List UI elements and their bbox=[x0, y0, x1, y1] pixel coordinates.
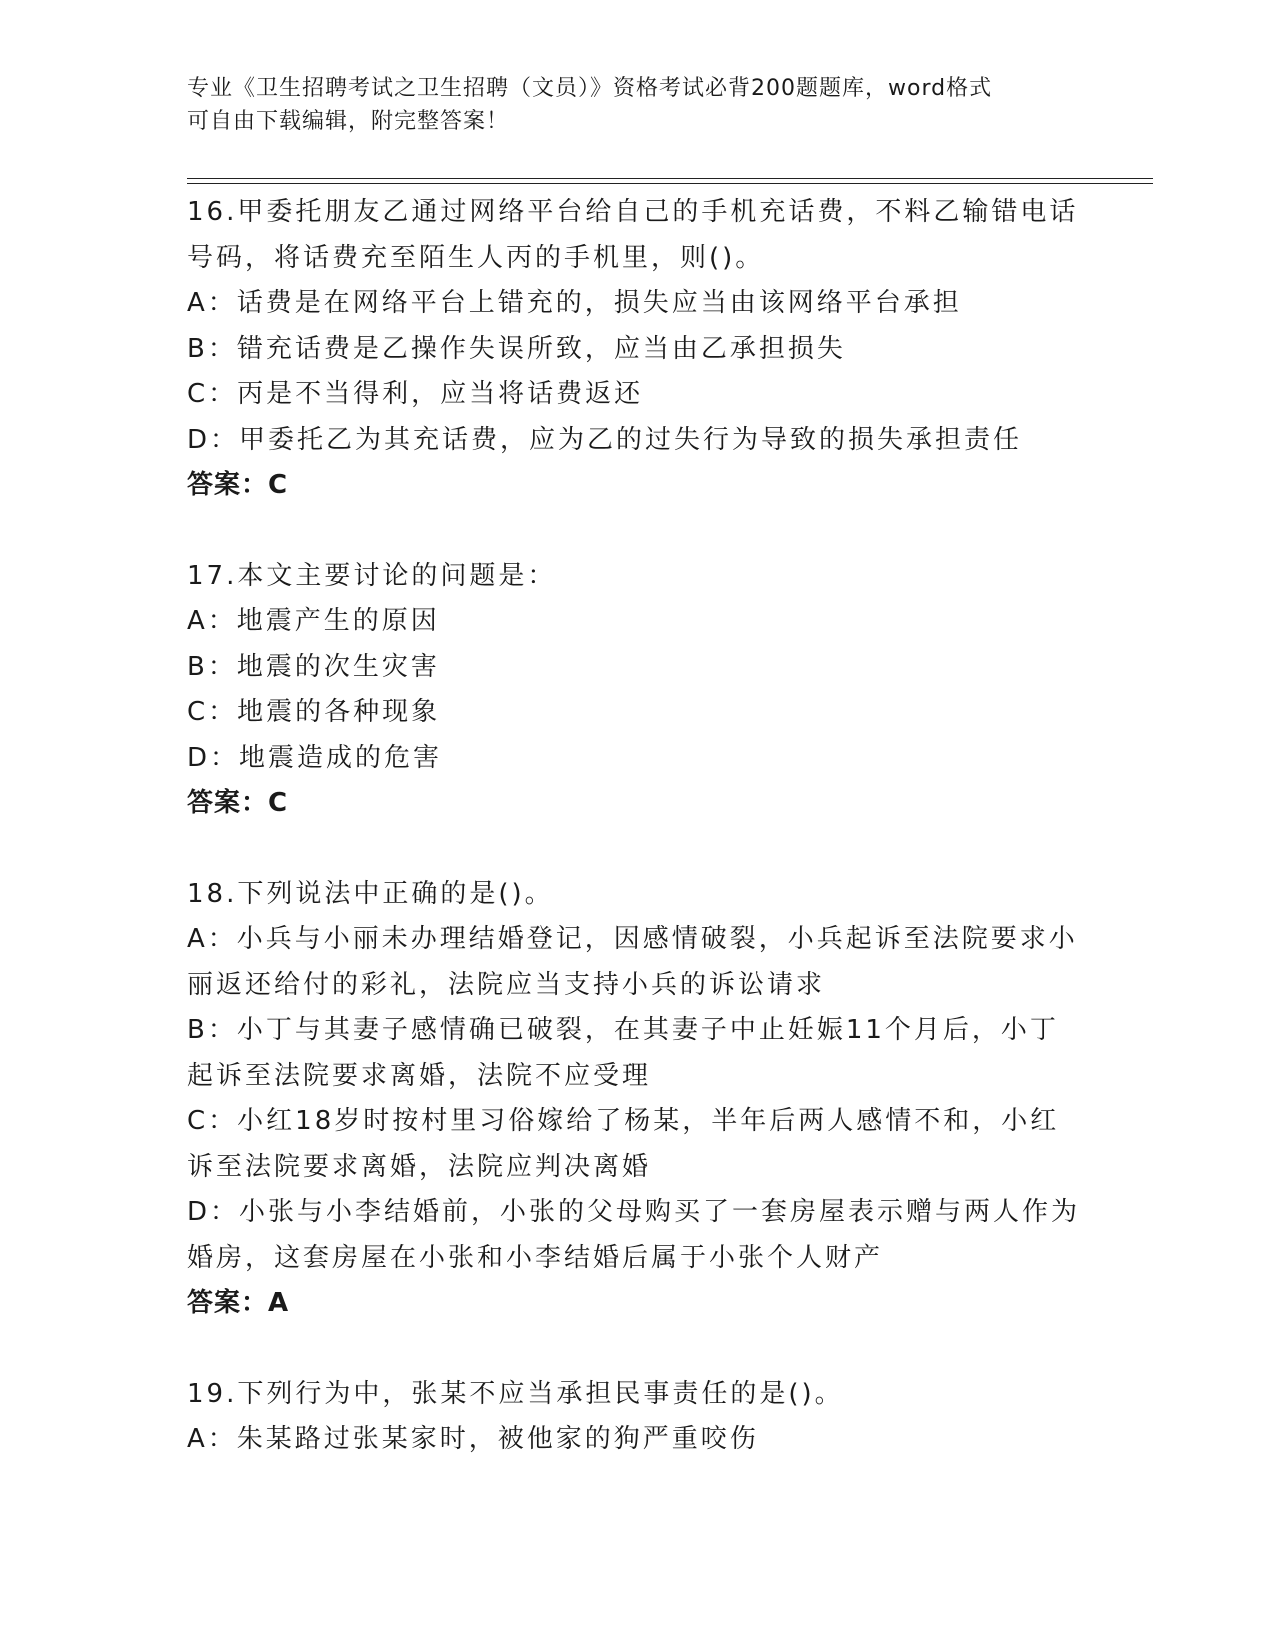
option-a: A：地震产生的原因 bbox=[187, 606, 440, 636]
header-line-2: 可自由下载编辑，附完整答案！ bbox=[187, 109, 510, 134]
option-b: B：地震的次生灾害 bbox=[187, 651, 440, 682]
option-c: C：丙是不当得利，应当将话费返还 bbox=[187, 379, 644, 409]
option-d: D：甲委托乙为其充话费，应为乙的过失行为导致的损失承担责任 bbox=[187, 424, 1023, 455]
option-c: C：地震的各种现象 bbox=[187, 697, 441, 727]
question-16 bbox=[187, 190, 1087, 509]
option-a: A：小兵与小丽未办理结婚登记，因感情破裂，小兵起诉至法院要求小 bbox=[187, 924, 1078, 954]
question-17 bbox=[187, 554, 1087, 827]
option-d: D：小张与小李结婚前，小张的父母购买了一套房屋表示赠与两人作为 bbox=[187, 1197, 1081, 1227]
option-d: D：地震造成的危害 bbox=[187, 742, 443, 773]
question-stem-line: 18.下列说法中正确的是()。 bbox=[187, 878, 554, 909]
option-c-continued: 诉至法院要求离婚，法院应判决离婚 bbox=[187, 1151, 652, 1182]
question-list bbox=[187, 190, 1087, 1508]
header-line-1: 专业《卫生招聘考试之卫生招聘（文员）》资格考试必背200题题库，word格式 bbox=[187, 76, 993, 101]
option-b-continued: 起诉至法院要求离婚，法院不应受理 bbox=[187, 1060, 652, 1091]
question-stem-line: 17.本文主要讨论的问题是： bbox=[187, 560, 557, 591]
option-a: A：话费是在网络平台上错充的，损失应当由该网络平台承担 bbox=[187, 288, 962, 318]
option-a-continued: 丽返还给付的彩礼，法院应当支持小兵的诉讼请求 bbox=[187, 969, 826, 1000]
option-b: B：错充话费是乙操作失误所致，应当由乙承担损失 bbox=[187, 333, 846, 364]
option-b: B：小丁与其妻子感情确已破裂，在其妻子中止妊娠11个月后，小丁 bbox=[187, 1015, 1059, 1045]
header-divider-top bbox=[187, 178, 1153, 179]
option-d-continued: 婚房，这套房屋在小张和小李结婚后属于小张个人财产 bbox=[187, 1242, 884, 1273]
question-18 bbox=[187, 872, 1087, 1327]
question-stem-line: 16.甲委托朋友乙通过网络平台给自己的手机充话费，不料乙输错电话 bbox=[187, 197, 1079, 227]
answer: 答案：A bbox=[187, 1288, 290, 1318]
document-header bbox=[187, 72, 1067, 138]
option-c: C：小红18岁时按村里习俗嫁给了杨某，半年后两人感情不和，小红 bbox=[187, 1106, 1060, 1136]
option-a: A：朱某路过张某家时，被他家的狗严重咬伤 bbox=[187, 1424, 759, 1454]
question-19 bbox=[187, 1372, 1087, 1463]
question-stem-line: 号码，将话费充至陌生人丙的手机里，则()。 bbox=[187, 242, 765, 273]
question-stem-line: 19.下列行为中，张某不应当承担民事责任的是()。 bbox=[187, 1378, 844, 1409]
answer: 答案：C bbox=[187, 788, 289, 818]
header-divider-bottom bbox=[187, 183, 1153, 184]
answer: 答案：C bbox=[187, 470, 289, 500]
